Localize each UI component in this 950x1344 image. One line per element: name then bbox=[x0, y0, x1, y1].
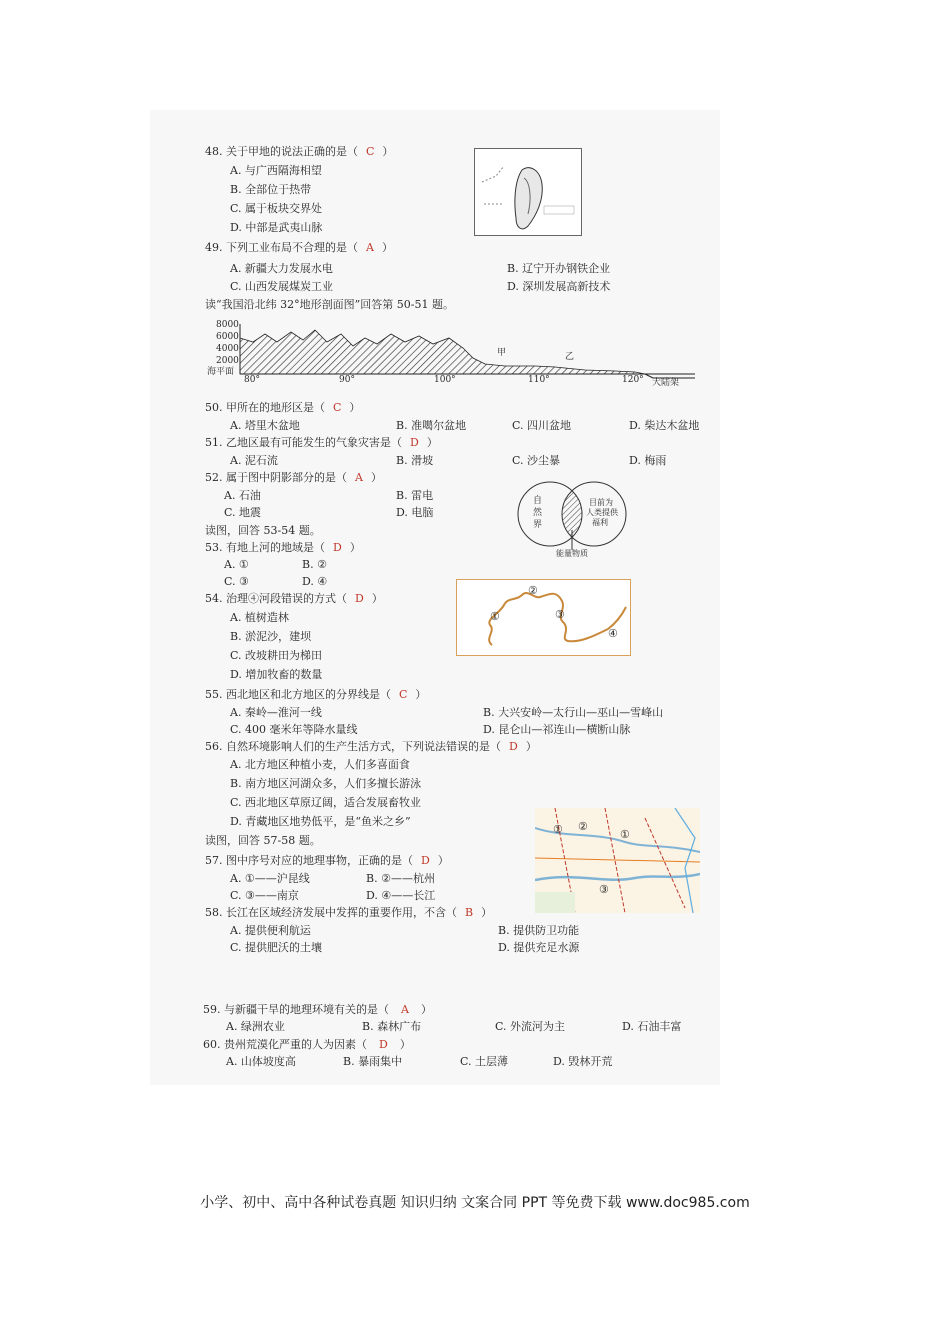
q54-option-a: A. 植树造林 bbox=[230, 611, 289, 624]
q50-option-a: A. 塔里木盆地 bbox=[230, 419, 300, 432]
q57-option-d: D. ④——长江 bbox=[366, 889, 436, 902]
q60-option-a: A. 山体坡度高 bbox=[226, 1055, 296, 1068]
venn-diagram-figure bbox=[514, 478, 634, 560]
venn-right-2: 人类提供 bbox=[586, 508, 618, 517]
profile-xtick-80: 80° bbox=[244, 375, 260, 385]
venn-left-1: 自 bbox=[533, 496, 543, 506]
venn-left-3: 界 bbox=[533, 520, 543, 530]
q53-option-b: B. ② bbox=[302, 558, 327, 571]
yellow-river-map-figure bbox=[456, 579, 631, 656]
river-label-3: ③ bbox=[555, 608, 565, 621]
intro-57-58: 读图，回答 57-58 题。 bbox=[205, 834, 321, 847]
q53-option-d: D. ④ bbox=[302, 575, 328, 588]
q59-stem: 59. 与新疆干旱的地理环境有关的是（ A ） bbox=[203, 1003, 432, 1016]
q56-option-a: A. 北方地区种植小麦，人们多喜面食 bbox=[230, 758, 410, 771]
q59-option-a: A. 绿洲农业 bbox=[226, 1020, 285, 1033]
q58-option-c: C. 提供肥沃的土壤 bbox=[230, 941, 323, 954]
q59-option-c: C. 外流河为主 bbox=[495, 1020, 566, 1033]
profile-xtick-110: 110° bbox=[528, 375, 550, 385]
q52-option-b: B. 雷电 bbox=[396, 489, 434, 502]
q60-option-d: D. 毁林开荒 bbox=[553, 1055, 613, 1068]
q57-option-b: B. ②——杭州 bbox=[366, 872, 435, 885]
profile-sea-level: 海平面 bbox=[207, 367, 235, 377]
q52-option-c: C. 地震 bbox=[224, 506, 262, 519]
q54-stem: 54. 治理④河段错误的方式（ D ） bbox=[205, 592, 383, 605]
venn-right-1: 目前为 bbox=[589, 498, 613, 507]
q59-option-b: B. 森林广布 bbox=[362, 1020, 422, 1033]
q50-option-c: C. 四川盆地 bbox=[512, 419, 572, 432]
q55-option-b: B. 大兴安岭—太行山—巫山—雪峰山 bbox=[483, 706, 664, 719]
q56-option-d: D. 青藏地区地势低平，是“鱼米之乡” bbox=[230, 815, 411, 828]
q56-option-c: C. 西北地区草原辽阔，适合发展畜牧业 bbox=[230, 796, 422, 809]
venn-left-2: 然 bbox=[533, 508, 543, 518]
q50-option-d: D. 柴达木盆地 bbox=[629, 419, 700, 432]
q57-option-c: C. ③——南京 bbox=[230, 889, 299, 902]
q58-stem: 58. 长江在区域经济发展中发挥的重要作用，不含（ B ） bbox=[205, 906, 493, 919]
q54-option-c: C. 改坡耕田为梯田 bbox=[230, 649, 323, 662]
q55-stem: 55. 西北地区和北方地区的分界线是（ C ） bbox=[205, 688, 427, 701]
q51-option-d: D. 梅雨 bbox=[629, 454, 667, 467]
q49-option-c: C. 山西发展煤炭工业 bbox=[230, 280, 334, 293]
map-label-2: ② bbox=[578, 820, 588, 833]
q57-stem: 57. 图中序号对应的地理事物，正确的是（ D ） bbox=[205, 854, 449, 867]
map-label-3: ③ bbox=[599, 883, 609, 896]
intro-50-51: 读“我国沿北纬 32°地形剖面图”回答第 50-51 题。 bbox=[205, 298, 454, 311]
q53-option-c: C. ③ bbox=[224, 575, 249, 588]
q49-option-a: A. 新疆大力发展水电 bbox=[230, 262, 333, 275]
q53-option-a: A. ① bbox=[224, 558, 249, 571]
profile-ytick-4000: 4000 bbox=[216, 344, 239, 354]
profile-label-jia: 甲 bbox=[497, 348, 507, 358]
q54-option-b: B. 淤泥沙，建坝 bbox=[230, 630, 312, 643]
q57-option-a: A. ①——沪昆线 bbox=[230, 872, 310, 885]
q58-option-b: B. 提供防卫功能 bbox=[498, 924, 580, 937]
q49-stem: 49. 下列工业布局不合理的是（ A ） bbox=[205, 241, 393, 254]
q55-option-a: A. 秦岭—淮河一线 bbox=[230, 706, 322, 719]
river-label-4: ④ bbox=[608, 627, 618, 640]
q51-option-b: B. 滑坡 bbox=[396, 454, 434, 467]
q50-stem: 50. 甲所在的地形区是（ C ） bbox=[205, 401, 361, 414]
q59-option-d: D. 石油丰富 bbox=[622, 1020, 682, 1033]
taiwan-map-figure bbox=[474, 148, 582, 236]
venn-right-3: 福利 bbox=[592, 518, 608, 527]
q52-option-a: A. 石油 bbox=[224, 489, 261, 502]
map-label-1-right: ① bbox=[620, 828, 630, 841]
q51-option-c: C. 沙尘暴 bbox=[512, 454, 561, 467]
q55-option-d: D. 昆仑山—祁连山—横断山脉 bbox=[483, 723, 631, 736]
q48-option-b: B. 全部位于热带 bbox=[230, 183, 312, 196]
q50-option-b: B. 准噶尔盆地 bbox=[396, 419, 467, 432]
profile-ytick-2000: 2000 bbox=[216, 356, 239, 366]
q56-stem: 56. 自然环境影响人们的生产生活方式，下列说法错误的是（ D ） bbox=[205, 740, 537, 753]
river-label-1: ① bbox=[490, 610, 500, 623]
venn-bottom-label: 能量物质 bbox=[556, 549, 588, 558]
q49-option-d: D. 深圳发展高新技术 bbox=[507, 280, 611, 293]
profile-label-yi: 乙 bbox=[565, 352, 575, 362]
q60-option-b: B. 暴雨集中 bbox=[343, 1055, 403, 1068]
profile-shelf-label: 大陆架 bbox=[652, 378, 680, 388]
q54-option-d: D. 增加牧畜的数量 bbox=[230, 668, 323, 681]
river-label-2: ② bbox=[528, 584, 538, 597]
q48-stem: 48. 关于甲地的说法正确的是（ C ） bbox=[205, 145, 394, 158]
profile-ytick-8000: 8000 bbox=[216, 320, 239, 330]
profile-xtick-90: 90° bbox=[339, 375, 355, 385]
intro-53-54: 读图，回答 53-54 题。 bbox=[205, 524, 321, 537]
q48-option-a: A. 与广西隔海相望 bbox=[230, 164, 322, 177]
profile-xtick-100: 100° bbox=[434, 375, 456, 385]
map-label-1-left: ① bbox=[553, 823, 563, 836]
footer-link-text[interactable]: 小学、初中、高中各种试卷真题 知识归纳 文案合同 PPT 等免费下载 www.doc985.com bbox=[200, 1195, 750, 1211]
q52-option-d: D. 电脑 bbox=[396, 506, 434, 519]
q51-stem: 51. 乙地区最有可能发生的气象灾害是（ D ） bbox=[205, 436, 438, 449]
q55-option-c: C. 400 毫米年等降水量线 bbox=[230, 723, 358, 736]
q60-option-c: C. 土层薄 bbox=[460, 1055, 509, 1068]
q51-option-a: A. 泥石流 bbox=[230, 454, 278, 467]
profile-ytick-6000: 6000 bbox=[216, 332, 239, 342]
profile-xtick-120: 120° bbox=[622, 375, 644, 385]
q49-option-b: B. 辽宁开办钢铁企业 bbox=[507, 262, 611, 275]
q56-option-b: B. 南方地区河湖众多，人们多擅长游泳 bbox=[230, 777, 422, 790]
q58-option-a: A. 提供便利航运 bbox=[230, 924, 311, 937]
q60-stem: 60. 贵州荒漠化严重的人为因素（ D ） bbox=[203, 1038, 411, 1051]
q58-option-d: D. 提供充足水源 bbox=[498, 941, 580, 954]
q48-option-c: C. 属于板块交界处 bbox=[230, 202, 323, 215]
q48-option-d: D. 中部是武夷山脉 bbox=[230, 221, 323, 234]
q52-stem: 52. 属于图中阴影部分的是（ A ） bbox=[205, 471, 382, 484]
q53-stem: 53. 有地上河的地域是（ D ） bbox=[205, 541, 361, 554]
